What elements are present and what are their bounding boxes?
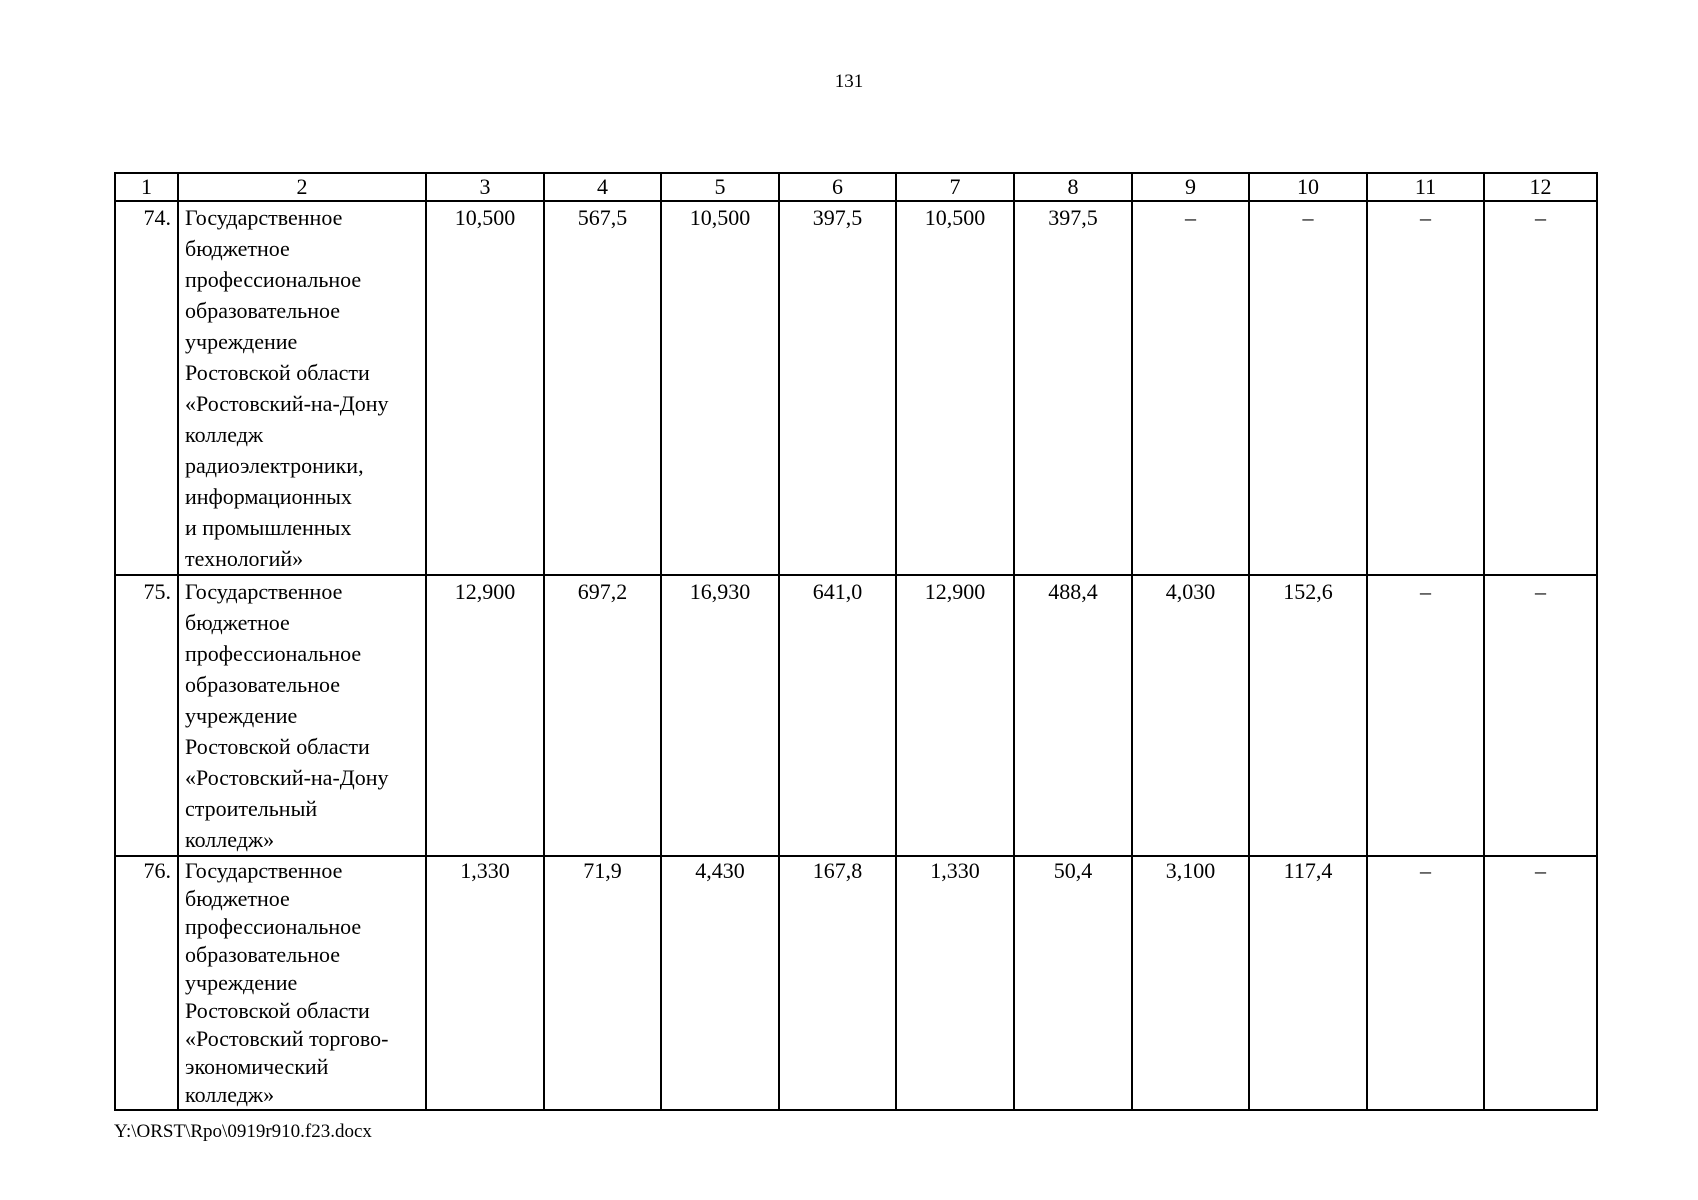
table-row bbox=[115, 856, 1597, 1110]
table-row bbox=[115, 575, 1597, 856]
column-header: 11 bbox=[1367, 173, 1484, 201]
table-cell: 488,4 bbox=[1014, 575, 1132, 856]
table-row bbox=[115, 201, 1597, 575]
table-cell: – bbox=[1484, 201, 1597, 575]
footer-file-path: Y:\ORST\Rpo\0919r910.f23.docx bbox=[114, 1121, 372, 1142]
table-cell: 1,330 bbox=[426, 856, 544, 1110]
page-number: 131 bbox=[834, 71, 864, 92]
table-cell: 567,5 bbox=[544, 201, 661, 575]
column-header: 2 bbox=[178, 173, 426, 201]
table-cell: 3,100 bbox=[1132, 856, 1249, 1110]
table-cell: – bbox=[1484, 856, 1597, 1110]
column-header: 10 bbox=[1249, 173, 1367, 201]
table-cell: 117,4 bbox=[1249, 856, 1367, 1110]
table-cell: 71,9 bbox=[544, 856, 661, 1110]
table-cell: 397,5 bbox=[779, 201, 896, 575]
table-cell: – bbox=[1132, 201, 1249, 575]
table-cell: 641,0 bbox=[779, 575, 896, 856]
table-cell: 697,2 bbox=[544, 575, 661, 856]
table-cell: 12,900 bbox=[426, 575, 544, 856]
table-cell: 10,500 bbox=[426, 201, 544, 575]
row-number: 76. bbox=[115, 856, 178, 1110]
data-table bbox=[114, 172, 1598, 1111]
column-header: 3 bbox=[426, 173, 544, 201]
table-cell: 167,8 bbox=[779, 856, 896, 1110]
column-header: 1 bbox=[115, 173, 178, 201]
institution-name: Государственное бюджетное профессиональное образовательное учреждение Ростовской области «Ростовский торгово- экономический колледж» bbox=[178, 856, 426, 1110]
table-cell: – bbox=[1367, 201, 1484, 575]
table-cell: 10,500 bbox=[661, 201, 779, 575]
institution-name: Государственное бюджетное профессиональное образовательное учреждение Ростовской области «Ростовский-на-Дону строительный колледж» bbox=[178, 575, 426, 856]
table-cell: – bbox=[1484, 575, 1597, 856]
table-cell: 10,500 bbox=[896, 201, 1014, 575]
table-cell: 397,5 bbox=[1014, 201, 1132, 575]
table-cell: – bbox=[1367, 856, 1484, 1110]
row-number: 74. bbox=[115, 201, 178, 575]
column-header: 5 bbox=[661, 173, 779, 201]
column-header: 4 bbox=[544, 173, 661, 201]
table-header-row bbox=[115, 173, 1597, 201]
column-header: 6 bbox=[779, 173, 896, 201]
table-cell: 4,030 bbox=[1132, 575, 1249, 856]
column-header: 7 bbox=[896, 173, 1014, 201]
table-cell: 152,6 bbox=[1249, 575, 1367, 856]
institution-name: Государственное бюджетное профессиональное образовательное учреждение Ростовской области «Ростовский-на-Дону колледж радиоэлектроники, информационных и промышленных технологий» bbox=[178, 201, 426, 575]
column-header: 12 bbox=[1484, 173, 1597, 201]
table-cell: 4,430 bbox=[661, 856, 779, 1110]
table-cell: 50,4 bbox=[1014, 856, 1132, 1110]
column-header: 8 bbox=[1014, 173, 1132, 201]
table-cell: – bbox=[1249, 201, 1367, 575]
row-number: 75. bbox=[115, 575, 178, 856]
table-cell: 12,900 bbox=[896, 575, 1014, 856]
table-cell: 16,930 bbox=[661, 575, 779, 856]
table-cell: 1,330 bbox=[896, 856, 1014, 1110]
column-header: 9 bbox=[1132, 173, 1249, 201]
table-cell: – bbox=[1367, 575, 1484, 856]
